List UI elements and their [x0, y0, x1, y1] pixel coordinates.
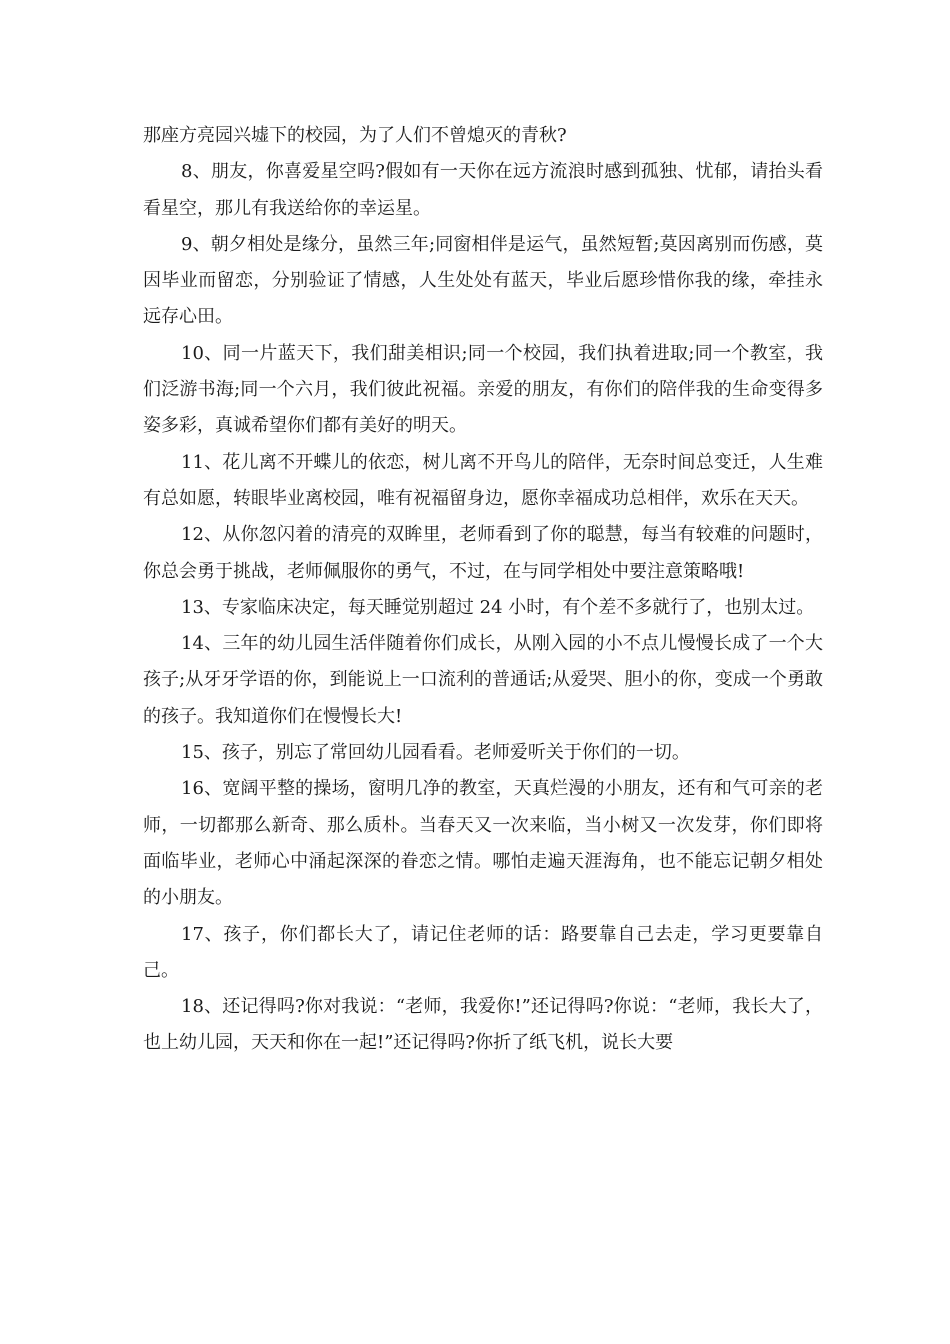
paragraph-17: 17、孩子，你们都长大了，请记住老师的话：路要靠自己去走，学习更要靠自己。 — [143, 923, 823, 981]
paragraph-8: 8、朋友，你喜爱星空吗?假如有一天你在远方流浪时感到孤独、忧郁，请抬头看看星空，那儿有我送给你的幸运星。 — [143, 161, 823, 219]
paragraph-11: 11、花儿离不开蝶儿的依恋，树儿离不开鸟儿的陪伴，无奈时间总变迁，人生难有总如愿，转眼毕业离校园，唯有祝福留身边，愿你幸福成功总相伴，欢乐在天天。 — [143, 451, 823, 509]
paragraph-15: 15、孩子，别忘了常回幼儿园看看。老师爱听关于你们的一切。 — [181, 742, 690, 764]
paragraph-continuation: 那座方亮园兴墟下的校园，为了人们不曾熄灭的青秋? — [143, 125, 567, 146]
paragraph-14: 14、三年的幼儿园生活伴随着你们成长，从刚入园的小不点儿慢慢长成了一个大孩子;从牙牙学语的你，到能说上一口流利的普通话;从爱哭、胆小的你，变成一个勇敢的孩子。我知道你们在慢慢长大! — [143, 633, 823, 727]
paragraph-10: 10、同一片蓝天下，我们甜美相识;同一个校园，我们执着进取;同一个教室，我们泛游书海;同一个六月，我们彼此祝福。亲爱的朋友，有你们的陪伴我的生命变得多姿多彩，真诚希望你们都有美好的明天。 — [143, 342, 823, 437]
paragraph-13: 13、专家临床决定，每天睡觉别超过 24 小时，有个差不多就行了，也别太过。 — [181, 596, 815, 618]
paragraph-16: 16、宽阔平整的操场，窗明几净的教室，天真烂漫的小朋友，还有和气可亲的老师，一切都那么新奇、那么质朴。当春天又一次来临，当小树又一次发芽，你们即将面临毕业，老师心中涌起深深的眷恋之情。哪怕走遍天涯海角，也不能忘记朝夕相处的小朋友。 — [143, 778, 823, 909]
paragraph-12: 12、从你忽闪着的清亮的双眸里，老师看到了你的聪慧，每当有较难的问题时，你总会勇于挑战，老师佩服你的勇气，不过，在与同学相处中要注意策略哦! — [143, 524, 823, 582]
paragraph-18: 18、还记得吗?你对我说：“老师，我爱你!”还记得吗?你说：“老师，我长大了，也上幼儿园，天天和你在一起!”还记得吗?你折了纸飞机，说长大要 — [143, 996, 823, 1054]
paragraph-9: 9、朝夕相处是缘分，虽然三年;同窗相伴是运气，虽然短暂;莫因离别而伤感，莫因毕业而留恋，分别验证了情感，人生处处有蓝天，毕业后愿珍惜你我的缘，牵挂永远存心田。 — [143, 233, 823, 328]
document-body — [143, 118, 823, 1062]
